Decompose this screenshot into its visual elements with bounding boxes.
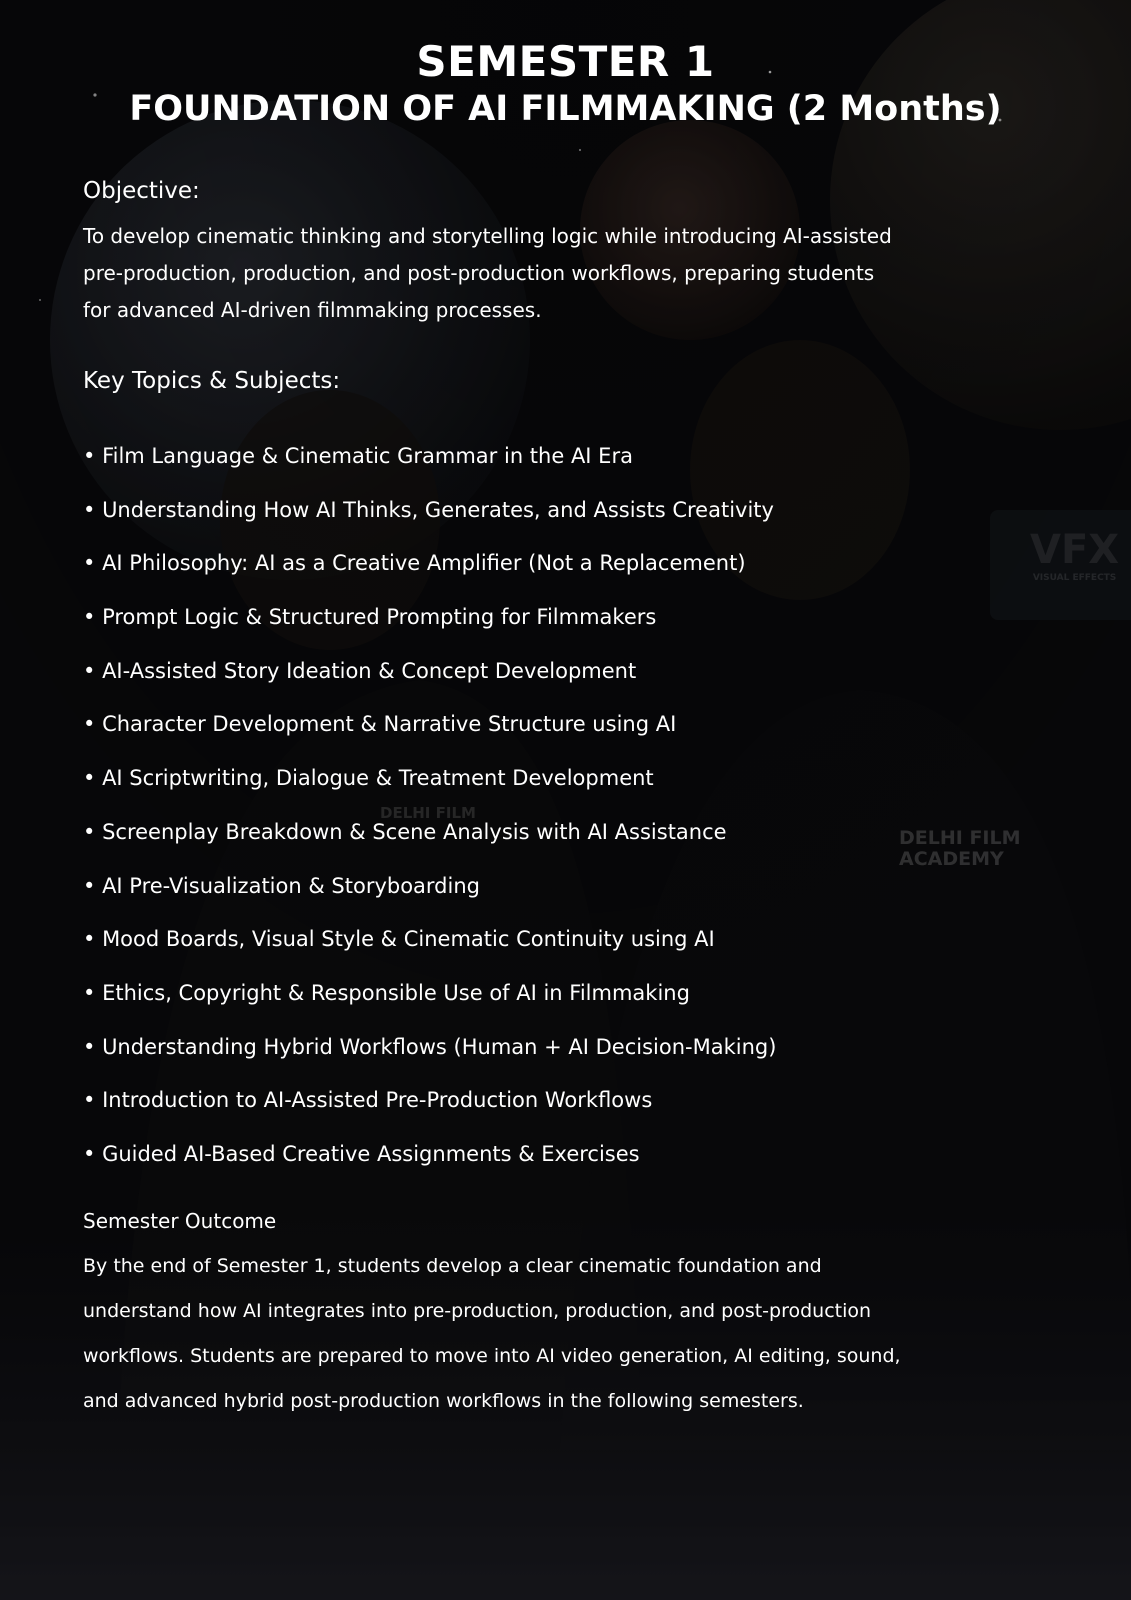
list-item: • AI Scriptwriting, Dialogue & Treatment Development — [83, 752, 776, 806]
list-item: • Character Development & Narrative Structure using AI — [83, 698, 776, 752]
objective-heading: Objective: — [83, 178, 200, 204]
list-item: • Film Language & Cinematic Grammar in the AI Era — [83, 430, 776, 484]
list-item: • Introduction to AI-Assisted Pre-Production Workflows — [83, 1074, 776, 1128]
list-item: • Ethics, Copyright & Responsible Use of AI in Filmmaking — [83, 967, 776, 1021]
key-topics-heading: Key Topics & Subjects: — [83, 368, 341, 394]
watermark-vfx-text: VFX — [1030, 527, 1120, 573]
watermark-vfx-subtext: VISUAL EFFECTS — [1032, 573, 1117, 583]
page-title: SEMESTER 1 — [416, 37, 715, 86]
list-item: • Screenplay Breakdown & Scene Analysis with AI Assistance — [83, 806, 776, 860]
watermark-delhi-film-left: DELHI FILM — [380, 804, 476, 822]
list-item: • Prompt Logic & Structured Prompting for Filmmakers — [83, 591, 776, 645]
list-item: • Understanding How AI Thinks, Generates, and Assists Creativity — [83, 484, 776, 538]
list-item: • AI Philosophy: AI as a Creative Amplifier (Not a Replacement) — [83, 537, 776, 591]
list-item: • Mood Boards, Visual Style & Cinematic Continuity using AI — [83, 913, 776, 967]
outcome-text: By the end of Semester 1, students develop a clear cinematic foundation and understand how AI integrates into pre-production, production, and post-production workflows. Students are prepared to move into AI video generation, AI editing, sound, and advanced hybrid post-production workflows in the following semesters. — [83, 1255, 901, 1412]
watermark-line-1: DELHI FILM — [899, 827, 1021, 849]
watermark-line-2: ACADEMY — [899, 848, 1004, 870]
key-topics-list — [83, 430, 776, 1182]
page-subtitle: FOUNDATION OF AI FILMMAKING (2 Months) — [129, 89, 1002, 129]
objective-text: To develop cinematic thinking and storytelling logic while introducing AI-assisted pre-production, production, and post-production workflows, preparing students for advanced AI-driven filmmaking processes. — [83, 224, 892, 322]
list-item: • Guided AI-Based Creative Assignments & Exercises — [83, 1128, 776, 1182]
outcome-heading: Semester Outcome — [83, 1209, 277, 1233]
list-item: • AI-Assisted Story Ideation & Concept Development — [83, 645, 776, 699]
list-item: • AI Pre-Visualization & Storyboarding — [83, 860, 776, 914]
list-item: • Understanding Hybrid Workflows (Human + AI Decision-Making) — [83, 1021, 776, 1075]
